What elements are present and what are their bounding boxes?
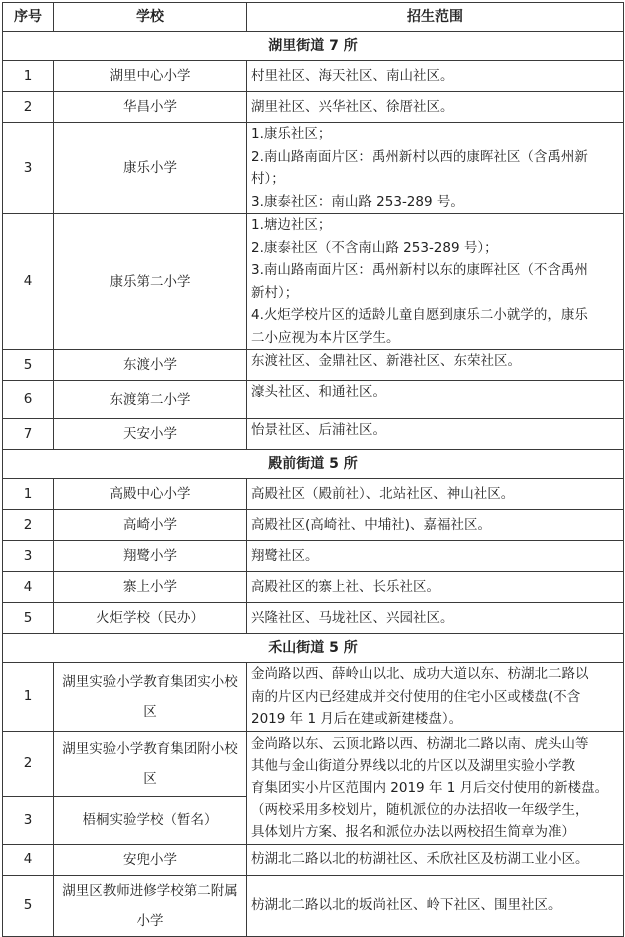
enrollment-table	[2, 2, 624, 937]
range-line: 金尚路以西、薛岭山以北、成功大道以东、枋湖北二路以	[251, 666, 589, 682]
row-index: 5	[3, 350, 54, 381]
table-row	[3, 92, 624, 123]
range-line: 村）；	[251, 171, 285, 187]
range-line: 金尚路以东、云顶北路以西、枋湖北二路以南、虎头山等	[251, 735, 589, 752]
table-row	[3, 510, 624, 541]
table-row	[3, 214, 624, 350]
row-index: 2	[3, 731, 54, 796]
enrollment-range	[247, 350, 624, 381]
school-name: 火炬学校（民办）	[54, 603, 247, 634]
enrollment-range	[247, 731, 624, 844]
range-line: （两校采用多校划片，随机派位的办法招收一年级学生，	[251, 801, 589, 818]
section-row	[3, 32, 624, 61]
enrollment-range	[247, 61, 624, 92]
table-row	[3, 663, 624, 732]
range-line: 兴隆社区、马垅社区、兴园社区。	[251, 609, 454, 626]
table-row	[3, 419, 624, 450]
row-index: 2	[3, 92, 54, 123]
section-title: 湖里街道 7 所	[3, 32, 624, 61]
section-title: 禾山街道 5 所	[3, 634, 624, 663]
range-line: 2.康泰社区（不含南山路 253-289 号）；	[251, 239, 498, 256]
school-name: 东渡小学	[54, 350, 247, 381]
range-line: 东渡社区、金鼎社区、新港社区、东荣社区。	[251, 353, 521, 369]
row-index: 5	[3, 603, 54, 634]
row-index: 6	[3, 381, 54, 419]
range-line: 高殿社区（殿前社）、北站社区、神山社区。	[251, 485, 515, 502]
school-name: 康乐第二小学	[54, 214, 247, 350]
table-row	[3, 844, 624, 875]
table-row	[3, 381, 624, 419]
table-row	[3, 603, 624, 634]
enrollment-range	[247, 479, 624, 510]
school-name: 寨上小学	[54, 572, 247, 603]
enrollment-range	[247, 123, 624, 214]
enrollment-range	[247, 572, 624, 603]
row-index: 4	[3, 844, 54, 875]
school-name: 高崎小学	[54, 510, 247, 541]
range-line: 二小应视为本片区学生。	[251, 329, 400, 346]
row-index: 4	[3, 214, 54, 350]
table-row	[3, 123, 624, 214]
row-index: 1	[3, 663, 54, 732]
range-line: 湖里社区、兴华社区、徐厝社区。	[251, 98, 454, 115]
range-line: 高殿社区(高崎社、中埔社)、嘉福社区。	[251, 516, 492, 533]
table-row	[3, 731, 624, 796]
table-row	[3, 541, 624, 572]
range-line: 南的片区内已经建成并交付使用的住宅小区或楼盘(不含	[251, 688, 581, 705]
table-row	[3, 350, 624, 381]
range-line: 怡景社区、后浦社区。	[251, 422, 386, 438]
header-school: 学校	[54, 3, 247, 32]
school-name: 东渡第二小学	[54, 381, 247, 419]
school-name: 华昌小学	[54, 92, 247, 123]
row-index: 2	[3, 510, 54, 541]
enrollment-range	[247, 419, 624, 450]
table-row	[3, 479, 624, 510]
range-line: 高殿社区的寨上社、长乐社区。	[251, 578, 440, 595]
range-line: 村里社区、海天社区、南山社区。	[251, 67, 454, 84]
row-index: 3	[3, 123, 54, 214]
row-index: 1	[3, 479, 54, 510]
range-line: 1.康乐社区；	[251, 126, 332, 142]
enrollment-range	[247, 844, 624, 875]
row-index: 5	[3, 875, 54, 936]
range-line: 翔鹭社区。	[251, 547, 319, 564]
enrollment-range	[247, 92, 624, 123]
school-name: 天安小学	[54, 419, 247, 450]
enrollment-range	[247, 214, 624, 350]
school-name: 湖里实验小学教育集团附小校区	[54, 731, 247, 796]
school-name: 湖里区教师进修学校第二附属小学	[54, 875, 247, 936]
row-index: 3	[3, 541, 54, 572]
range-line: 新村）；	[251, 284, 299, 301]
range-line: 具体划片方案、报名和派位办法以两校招生简章为准）	[251, 823, 575, 840]
row-index: 3	[3, 796, 54, 844]
enrollment-range	[247, 603, 624, 634]
row-index: 1	[3, 61, 54, 92]
school-name: 湖里中心小学	[54, 61, 247, 92]
range-line: 4.火炬学校片区的适龄儿童自愿到康乐二小就学的，康乐	[251, 307, 588, 323]
school-name: 安兜小学	[54, 844, 247, 875]
enrollment-range	[247, 663, 624, 732]
range-line: 3.康泰社区：南山路 253-289 号。	[251, 193, 464, 210]
range-line: 2019 年 1 月后在建或新建楼盘）。	[251, 711, 463, 727]
range-line: 其他与金山街道分界线以北的片区以及湖里实验小学教	[251, 757, 575, 774]
row-index: 7	[3, 419, 54, 450]
school-name: 梧桐实验学校（暂名）	[54, 796, 247, 844]
enrollment-range	[247, 541, 624, 572]
school-name: 翔鹭小学	[54, 541, 247, 572]
section-title: 殿前街道 5 所	[3, 450, 624, 479]
row-index: 4	[3, 572, 54, 603]
range-line: 育集团实小片区范围内 2019 年 1 月后交付使用的新楼盘。	[251, 779, 609, 796]
enrollment-range	[247, 381, 624, 419]
section-row	[3, 634, 624, 663]
header-row	[3, 3, 624, 32]
school-name: 高殿中心小学	[54, 479, 247, 510]
table-row	[3, 61, 624, 92]
section-row	[3, 450, 624, 479]
header-range: 招生范围	[247, 3, 624, 32]
range-line: 1.塘边社区；	[251, 217, 332, 233]
school-name: 湖里实验小学教育集团实小校区	[54, 663, 247, 732]
header-index: 序号	[3, 3, 54, 32]
enrollment-range	[247, 510, 624, 541]
range-line: 3.南山路南面片区：禹州新村以东的康晖社区（不含禹州	[251, 262, 588, 278]
school-name: 康乐小学	[54, 123, 247, 214]
range-line: 濠头社区、和通社区。	[251, 384, 386, 400]
range-line: 枋湖北二路以北的坂尚社区、岭下社区、围里社区。	[251, 897, 562, 914]
range-line: 2.南山路南面片区：禹州新村以西的康晖社区（含禹州新	[251, 148, 588, 165]
table-row	[3, 572, 624, 603]
range-line: 枋湖北二路以北的枋湖社区、禾欣社区及枋湖工业小区。	[251, 851, 589, 868]
